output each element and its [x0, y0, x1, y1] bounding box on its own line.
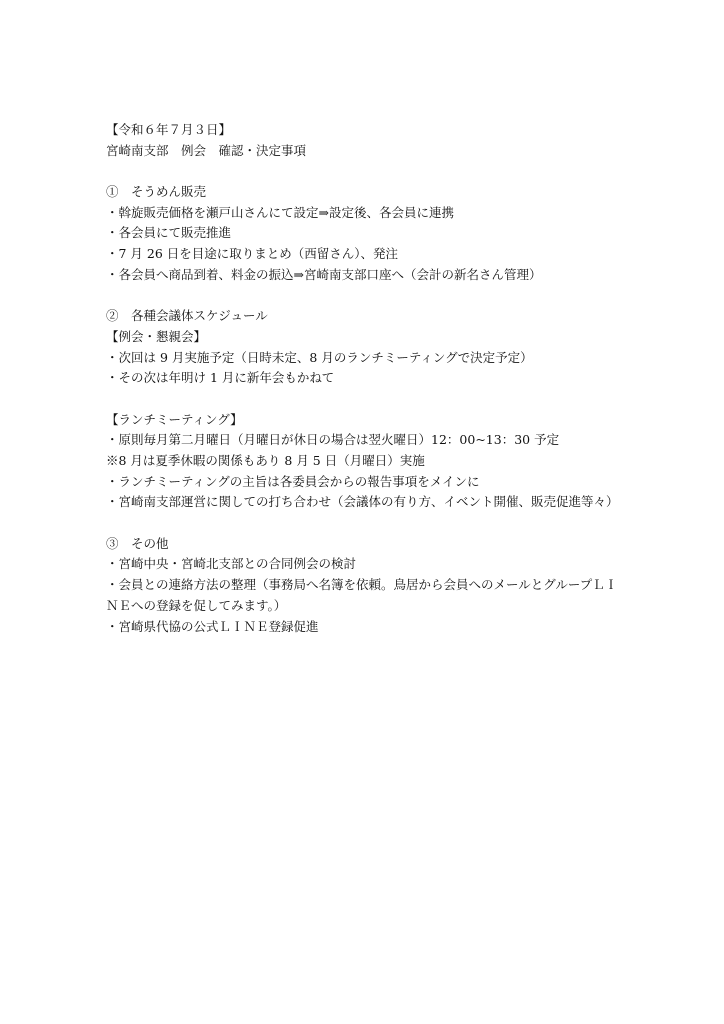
list-item: ・宮崎中央・宮崎北支部との合同例会の検討 [106, 556, 357, 572]
document-body [106, 120, 626, 637]
spacer [106, 286, 626, 307]
list-item: ・7 月 26 日を目途に取りまとめ（西留さん）、発注 [106, 246, 399, 262]
section-1-heading: ① そうめん販売 [106, 184, 207, 200]
list-item: ・ランチミーティングの主旨は各委員会からの報告事項をメインに [106, 473, 480, 489]
list-item: ・原則毎月第二月曜日（月曜日が休日の場合は翌火曜日）12：00~13：30 予定 [106, 432, 560, 448]
list-item: ※8 月は夏季休暇の関係もあり 8 月 5 日（月曜日）実施 [106, 453, 425, 468]
spacer [106, 513, 626, 534]
list-item: ・次回は 9 月実施予定（日時未定、8 月のランチミーティングで決定予定） [106, 349, 533, 365]
document-title: 宮崎南支部 例会 確認・決定事項 [106, 142, 307, 158]
list-item: ・各会員へ商品到着、料金の振込⇒宮崎南支部口座へ（会計の新名さん管理） [106, 266, 542, 282]
list-item: ・その次は年明け 1 月に新年会もかねて [106, 370, 335, 386]
section-3-heading: ③ その他 [106, 535, 169, 551]
spacer [106, 161, 626, 182]
list-item: ・宮崎南支部運営に関しての打ち合わせ（会議体の有り方、イベント開催、販売促進等々） [106, 494, 619, 510]
subsection-heading-meeting: 【例会・懇親会】 [106, 328, 207, 344]
section-2-heading: ② 各種会議体スケジュール [106, 308, 268, 324]
date-heading: 【令和６年７月３日】 [106, 122, 232, 137]
list-item: ・会員との連絡方法の整理（事務局へ名簿を依頼。鳥居から会員へのメールとグループＬＩ [106, 577, 618, 593]
list-item-continuation: ＮＥへの登録を促してみます。） [106, 597, 287, 613]
list-item: ・宮崎県代協の公式ＬＩＮＥ登録促進 [106, 618, 319, 634]
subsection-heading-lunch: 【ランチミーティング】 [106, 411, 243, 427]
spacer [106, 389, 626, 410]
list-item: ・斡旋販売価格を瀬戸山さんにて設定⇒設定後、各会員に連携 [106, 204, 454, 220]
list-item: ・各会員にて販売推進 [106, 225, 232, 241]
